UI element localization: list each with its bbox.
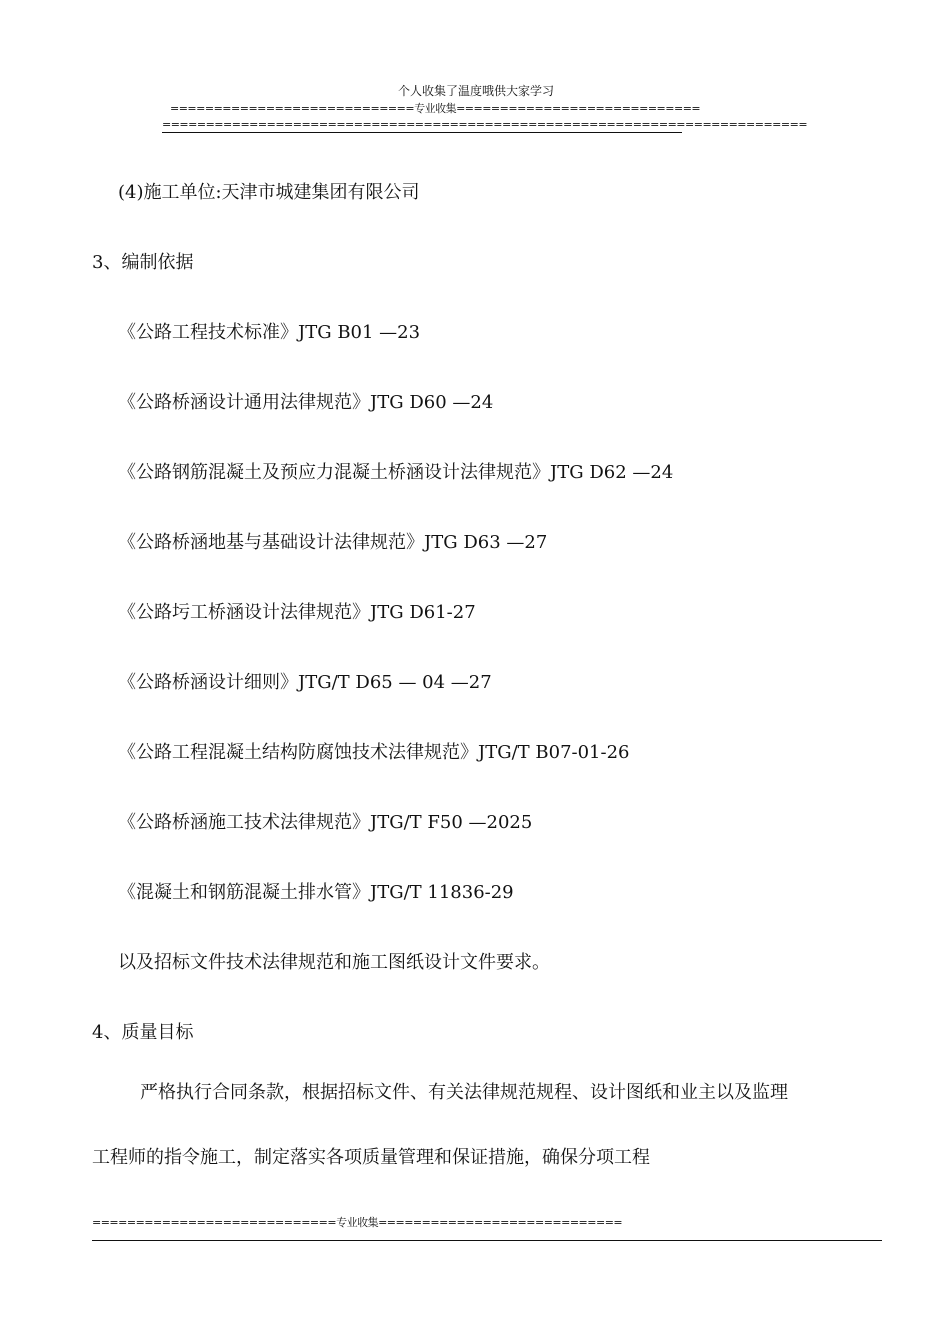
- quality-paragraph-line-2: 工程师的指令施工，制定落实各项质量管理和保证措施，确保分项工程: [92, 1147, 650, 1168]
- reference-item: 《公路桥涵设计细则》JTG/T D65 — 04 —27: [118, 672, 492, 693]
- header-rule: [162, 132, 682, 133]
- header-divider-text: ============================专业收集============================: [170, 102, 701, 115]
- footer-rule: [92, 1240, 882, 1241]
- quality-paragraph-line-1: 严格执行合同条款，根据招标文件、有关法律规范规程、设计图纸和业主以及监理: [140, 1082, 788, 1103]
- header-note: 个人收集了温度哦供大家学习: [398, 84, 555, 98]
- construction-unit-line: (4)施工单位:天津市城建集团有限公司: [118, 182, 420, 203]
- reference-item: 《混凝土和钢筋混凝土排水管》JTG/T 11836-29: [118, 882, 514, 903]
- reference-item: 《公路工程技术标准》JTG B01 —23: [118, 322, 421, 343]
- footer-divider-text: ============================专业收集============================: [92, 1216, 623, 1229]
- reference-item: 《公路钢筋混凝土及预应力混凝土桥涵设计法律规范》JTG D62 —24: [118, 462, 674, 483]
- reference-item: 《公路桥涵施工技术法律规范》JTG/T F50 —2025: [118, 812, 533, 833]
- reference-item: 《公路桥涵地基与基础设计法律规范》JTG D63 —27: [118, 532, 548, 553]
- references-tail: 以及招标文件技术法律规范和施工图纸设计文件要求。: [118, 952, 550, 973]
- reference-item: 《公路工程混凝土结构防腐蚀技术法律规范》JTG/T B07-01-26: [118, 742, 630, 763]
- header-divider-long: ==========================================================================: [162, 118, 808, 131]
- reference-item: 《公路桥涵设计通用法律规范》JTG D60 —24: [118, 392, 494, 413]
- section-3-title: 3、编制依据: [92, 252, 194, 273]
- section-4-title: 4、质量目标: [92, 1022, 194, 1043]
- reference-item: 《公路圬工桥涵设计法律规范》JTG D61-27: [118, 602, 476, 623]
